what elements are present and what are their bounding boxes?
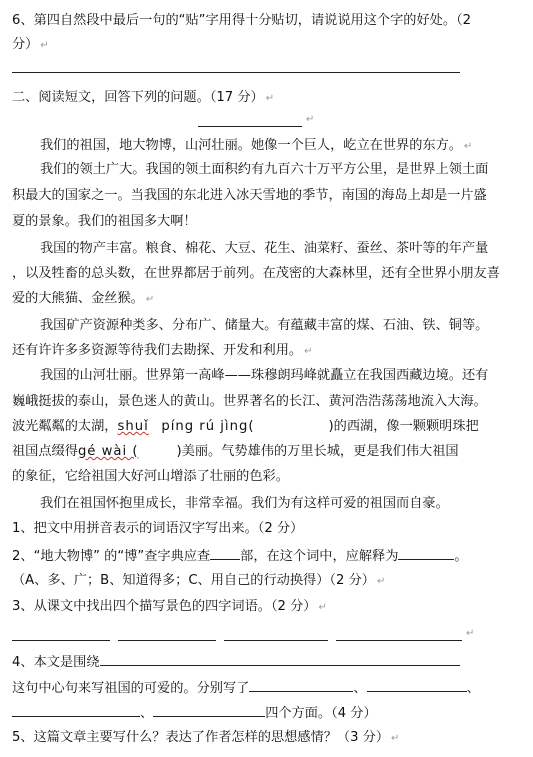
passage-paragraph-3-line-2: ，以及牲畜的总头数，在世界都居于前列。在茂密的大森林里，还有全世界小朋友喜 [12, 266, 500, 281]
q2-blank-radical[interactable] [210, 546, 240, 560]
q6-line-1: 6、第四自然段中最后一句的“贴”字用得十分贴切，请说说用这个字的好处。（2 [12, 13, 472, 28]
passage-paragraph-5-line-4: 祖国点缀得gé wài ( )美丽。气势雄伟的万里长城，更是我们伟大祖国 [12, 444, 459, 459]
question-3: 3、从课文中找出四个描写景色的四字词语。（2 分） ↵ [12, 599, 327, 614]
question-1: 1、把文中用拼音表示的词语汉字写出来。（2 分） [12, 521, 304, 536]
paragraph-mark-icon: ↵ [304, 346, 313, 357]
passage-paragraph-3-line-3: 爱的大熊猫、金丝猴。 ↵ [12, 291, 155, 306]
question-2-options: （A、多、广；B、知道得多；C、用自己的行动换得）（2 分） ↵ [12, 573, 386, 588]
q3-answer-line-2[interactable] [118, 640, 216, 641]
passage-paragraph-1: 我们的祖国，地大物博，山河壮丽。她像一个巨人，屹立在世界的东方。 ↵ [40, 138, 473, 153]
question-4-line-3: 、 四个方面。（4 分） [12, 703, 524, 723]
paragraph-mark-icon: ↵ [391, 733, 400, 744]
answer-line [12, 72, 460, 73]
paragraph-mark-icon: ↵ [145, 294, 155, 305]
q4-blank-aspect-1[interactable] [249, 678, 353, 692]
pinyin-ge-wai: gé wài ( [77, 444, 139, 459]
q2-blank-meaning[interactable] [398, 546, 454, 560]
pinyin-ping-ru-jing: píng rú jìng( [161, 419, 255, 434]
question-4-line-2: 这句中心句来写祖国的可爱的。分别写了 、 、 [12, 678, 524, 698]
q3-answer-line-3[interactable] [224, 640, 328, 641]
passage-paragraph-2-line-3: 夏的景象。我们的祖国多大啊！ [12, 214, 197, 229]
title-blank [198, 126, 302, 127]
question-5: 5、这篇文章主要写什么？表达了作者怎样的思想感情？（3 分） ↵ [12, 730, 400, 745]
passage-paragraph-5-line-1: 我国的山河壮丽。世界第一高峰——珠穆朗玛峰就矗立在我国西藏边境。还有 [40, 368, 489, 383]
q4-blank-aspect-3[interactable] [12, 703, 140, 717]
q4-blank-central-sentence[interactable] [100, 652, 460, 666]
paragraph-mark-icon: ↵ [376, 576, 386, 587]
paragraph-mark-icon: ↵ [318, 602, 327, 613]
q6-line-2: 分） ↵ [12, 37, 49, 52]
passage-paragraph-6: 我们在祖国怀抱里成长，非常幸福。我们为有这样可爱的祖国而自豪。 [40, 496, 449, 511]
paragraph-mark-icon: ↵ [464, 141, 473, 152]
pinyin-shui: shuǐ [117, 419, 149, 434]
passage-paragraph-3-line-1: 我国的物产丰富。粮食、棉花、大豆、花生、油菜籽、蚕丝、茶叶等的年产量 [40, 241, 489, 256]
paragraph-mark-icon: ↵ [40, 40, 49, 51]
q3-answer-line-4[interactable] [336, 640, 462, 641]
paragraph-mark-icon: ↵ [265, 93, 275, 104]
passage-paragraph-2-line-1: 我们的领土广大。我国的领土面积约有九百六十万平方公里，是世界上领土面 [40, 162, 489, 177]
q4-blank-aspect-2[interactable] [367, 678, 467, 692]
passage-paragraph-4-line-1: 我国矿产资源种类多、分布广、储量大。有蕴藏丰富的煤、石油、铁、铜等。 [40, 318, 489, 333]
paragraph-mark-icon: ↵ [466, 628, 475, 639]
question-4-line-1: 4、本文是围绕 [12, 652, 524, 672]
section-heading: 二、阅读短文，回答下列的问题。（17 分） ↵ [12, 90, 275, 105]
passage-paragraph-5-line-3: 波光粼粼的太湖，shuǐ píng rú jìng( )的西湖，像一颗颗明珠把 [12, 419, 479, 434]
q4-blank-aspect-4[interactable] [153, 703, 265, 717]
passage-paragraph-4-line-2: 还有许许多多资源等待我们去勘探、开发和利用。 ↵ [12, 343, 313, 358]
passage-paragraph-2-line-2: 积最大的国家之一。当我国的东北进入冰天雪地的季节，南国的海岛上却是一片盛 [12, 188, 487, 203]
question-2: 2、“地大物博” 的“博”查字典应查 部，在这个词中，应解释为 。 [12, 546, 524, 566]
q3-answer-line-1[interactable] [12, 640, 110, 641]
passage-paragraph-5-line-5: 的象征，它给祖国大好河山增添了壮丽的色彩。 [12, 469, 289, 484]
passage-paragraph-5-line-2: 巍峨挺拔的泰山，景色迷人的黄山。世界著名的长江、黄河浩浩荡荡地流入大海。 [12, 394, 487, 409]
paragraph-mark-icon: ↵ [306, 114, 315, 125]
